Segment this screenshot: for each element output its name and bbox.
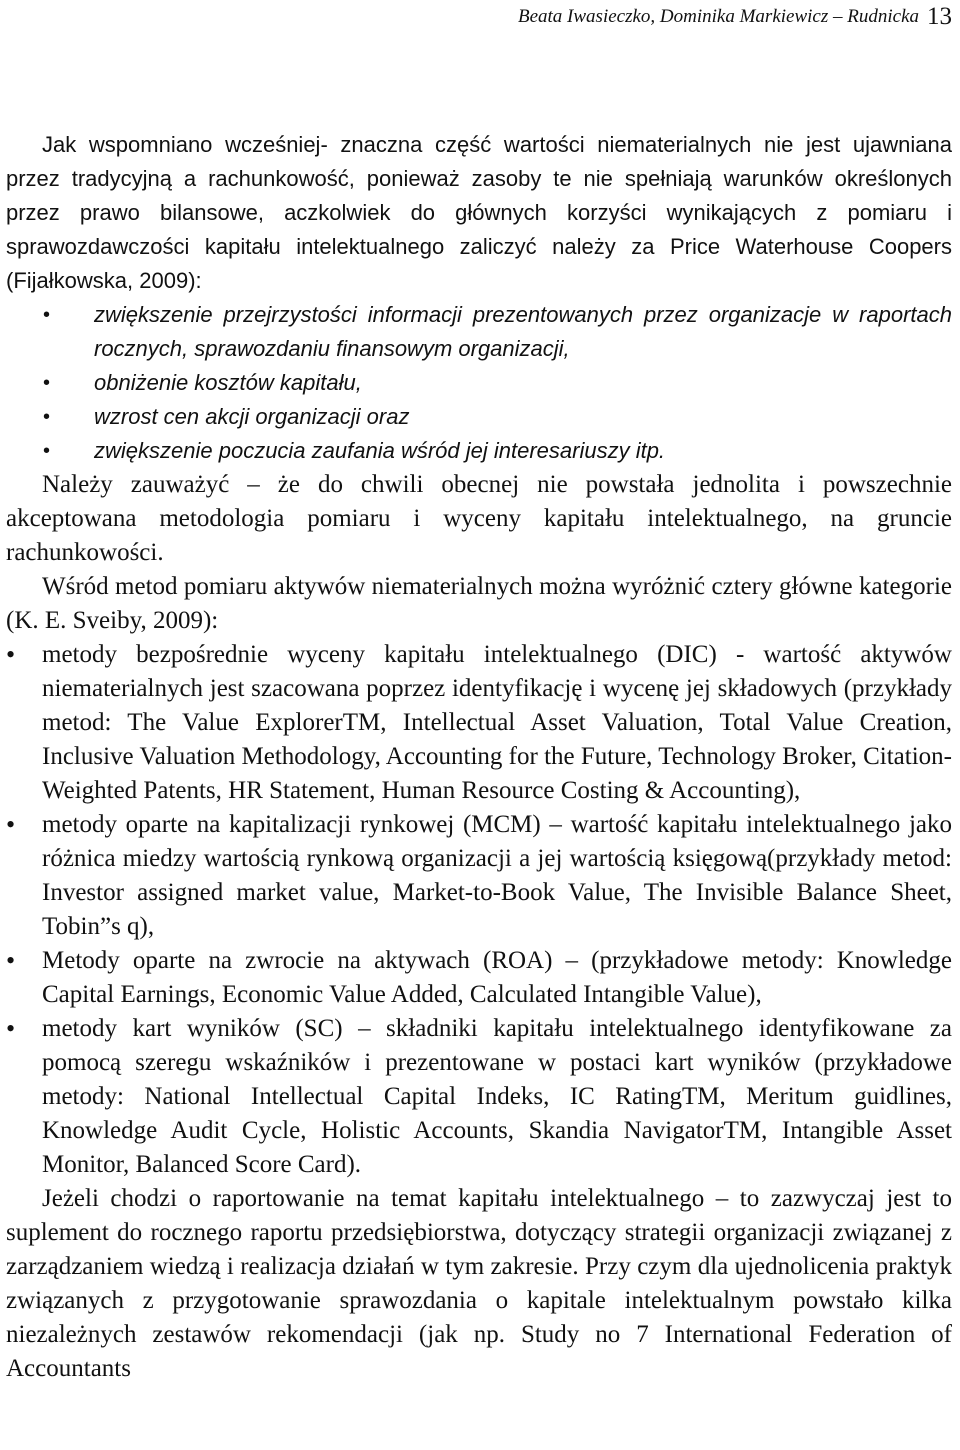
running-header bbox=[0, 0, 952, 34]
bullet-icon: • bbox=[6, 946, 16, 975]
list-item: • metody bezpośrednie wyceny kapitału intelektualnego (DIC) - wartość aktywów niematerialnych jest szacowana poprzez identyfikację i wycenę jej składowych (przykłady metod: The Value ExplorerTM, Intellectual Asset Valuation, Total Value Creation, Inclusive Valuation Methodology, Accounting for the Future, Technology Broker, Citation-Weighted Patents, HR Statement, Human Resource Costing & Accounting), bbox=[6, 640, 952, 804]
list-item: • metody oparte na kapitalizacji rynkowej (MCM) – wartość kapitału intelektualnego jako różnica miedzy wartością rynkową organizacji a jej wartością księgową(przykłady metod: Investor assigned market value, Market-to-Book Value, The Invisible Balance Sheet, Tobin”s q), bbox=[6, 810, 952, 940]
bullet-icon: • bbox=[43, 304, 51, 326]
bullet-icon: • bbox=[6, 640, 16, 669]
page-number: 13 bbox=[927, 3, 952, 30]
benefits-list bbox=[6, 298, 952, 468]
list-item: • Metody oparte na zwrocie na aktywach (ROA) – (przykładowe metody: Knowledge Capital Earnings, Economic Value Added, Calculated Intangible Value), bbox=[6, 946, 952, 1008]
bullet-icon: • bbox=[6, 1014, 16, 1043]
categories-intro-paragraph: Wśród metod pomiaru aktywów niematerialnych można wyróżnić cztery główne kategorie (K. E. Sveiby, 2009): bbox=[6, 573, 952, 634]
list-item: • obniżenie kosztów kapitału, bbox=[6, 366, 952, 400]
bullet-icon: • bbox=[43, 440, 51, 462]
list-item: • metody kart wyników (SC) – składniki kapitału intelektualnego identyfikowane za pomocą szeregu wskaźników i prezentowane w postaci kart wyników (przykładowe metody: National Intellectual Capital Indeks, IC RatingTM, Meritum guidlines, Knowledge Audit Cycle, Holistic Accounts, Skandia NavigatorTM, Intangible Asset Monitor, Balanced Score Card). bbox=[6, 1014, 952, 1178]
intro-paragraph: Jak wspomniano wcześniej- znaczna część wartości niematerialnych nie jest ujawniana przez tradycyjną a rachunkowość, ponieważ zasoby te nie spełniają warunków określonych przez prawo bilansowe, aczkolwiek do głównych korzyści wynikających z pomiaru i sprawozdawczości kapitału intelektualnego zaliczyć należy za Price Waterhouse Coopers (Fijałkowska, 2009): bbox=[6, 132, 952, 293]
list-item: • zwiększenie poczucia zaufania wśród jej interesariuszy itp. bbox=[6, 434, 952, 468]
bullet-icon: • bbox=[43, 406, 51, 428]
methodology-paragraph: Należy zauważyć – że do chwili obecnej nie powstała jednolita i powszechnie akceptowana metodologia pomiaru i wyceny kapitału intelektualnego, na gruncie rachunkowości. bbox=[6, 471, 952, 566]
document-body bbox=[6, 128, 952, 1386]
list-item: • zwiększenie przejrzystości informacji prezentowanych przez organizacje w raportach rocznych, sprawozdaniu finansowym organizacji, bbox=[6, 298, 952, 366]
list-item: • wzrost cen akcji organizacji oraz bbox=[6, 400, 952, 434]
header-authors: Beata Iwasieczko, Dominika Markiewicz – Rudnicka bbox=[517, 6, 919, 27]
bullet-icon: • bbox=[6, 810, 16, 839]
methods-list bbox=[6, 638, 952, 1182]
reporting-paragraph: Jeżeli chodzi o raportowanie na temat kapitału intelektualnego – to zazwyczaj jest to suplement do rocznego raportu przedsiębiorstwa, dotyczący strategii organizacji związanej z zarządzaniem wiedzą i realizacja działań w tym zakresie. Przy czym dla ujednolicenia praktyk związanych z przygotowanie sprawozdania o kapitale intelektualnym powstało kilka niezależnych zestawów rekomendacji (jak np. Study no 7 International Federation of Accountants bbox=[6, 1185, 952, 1382]
bullet-icon: • bbox=[43, 372, 51, 394]
